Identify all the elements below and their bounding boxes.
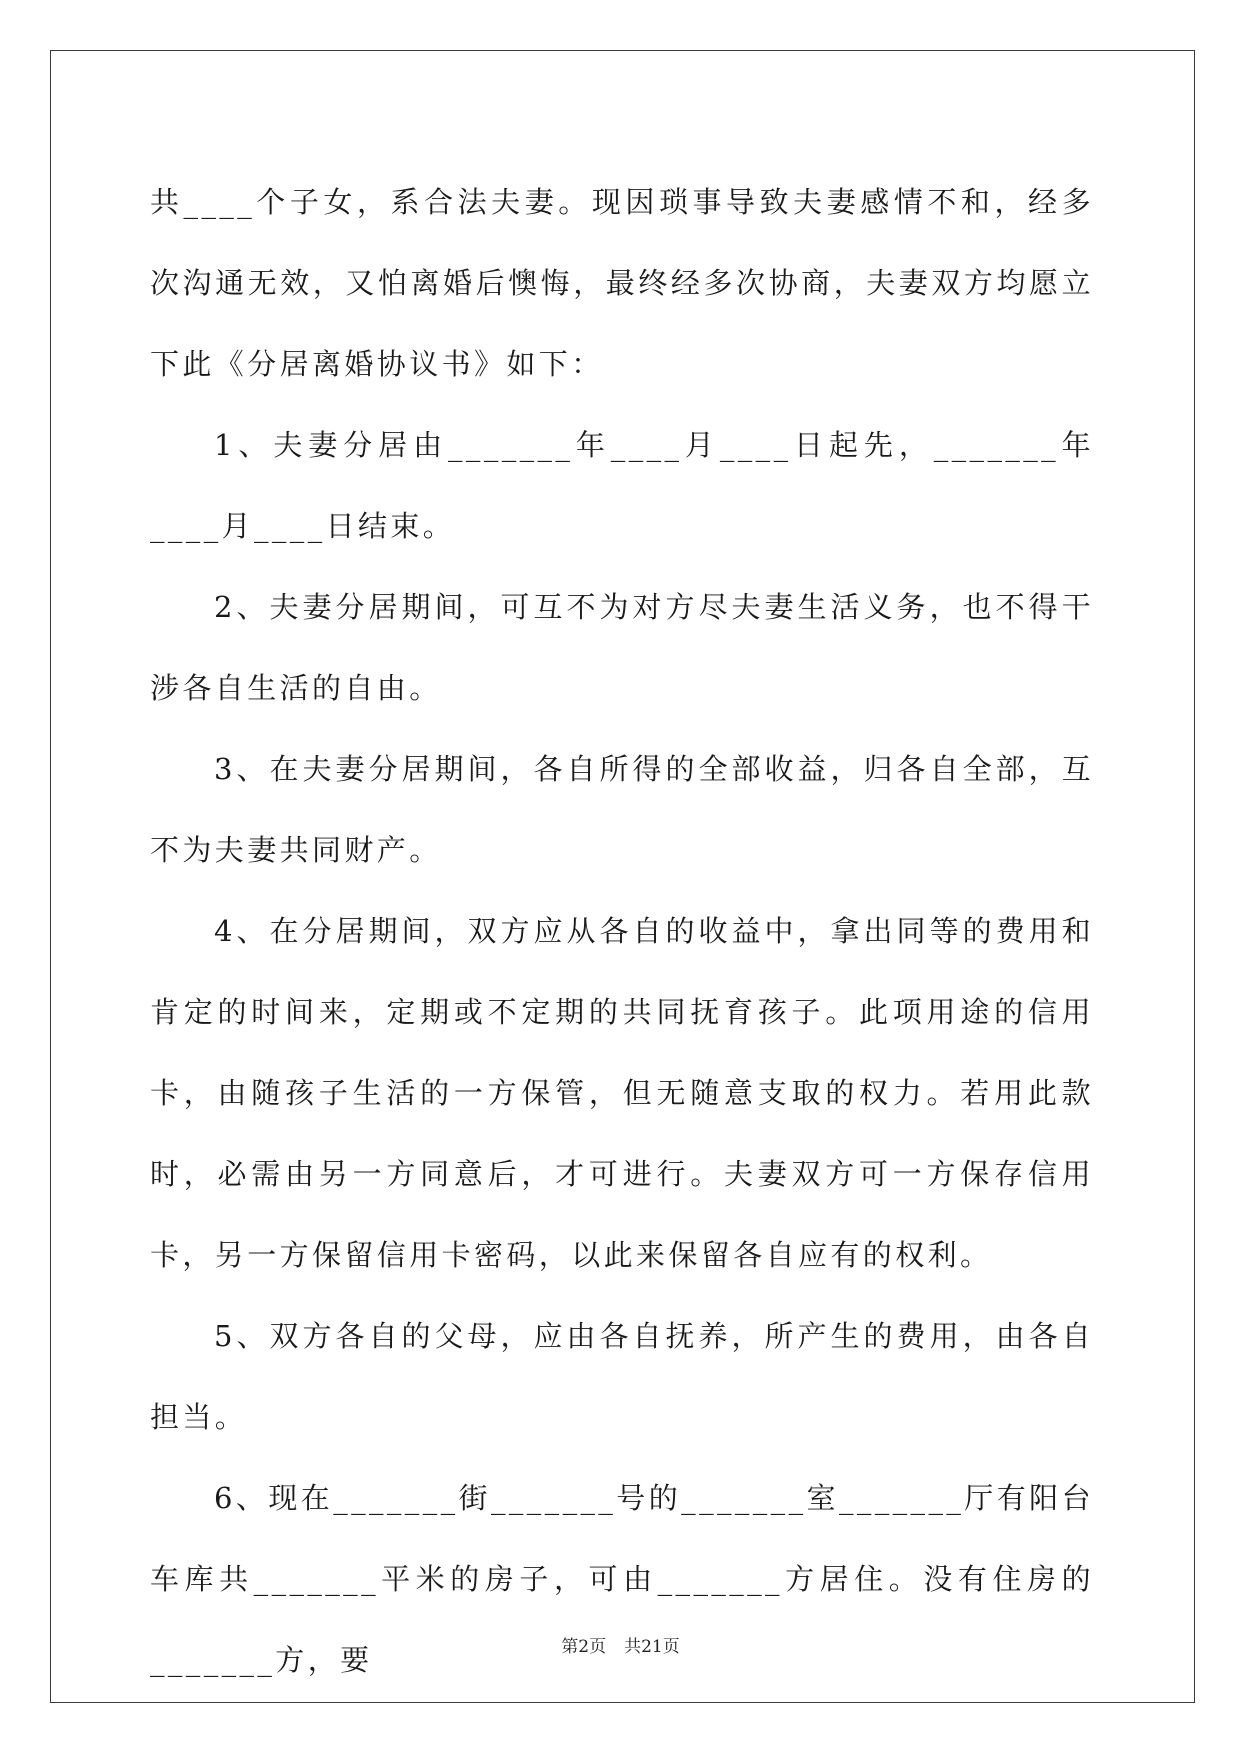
paragraph-clause-3: 3、在夫妻分居期间，各自所得的全部收益，归各自全部，互不为夫妻共同财产。 [150,752,1094,867]
paragraph-intro: 共____个子女，系合法夫妻。现因琐事导致夫妻感情不和，经多次沟通无效，又怕离婚后懊悔，最终经多次协商，夫妻双方均愿立下此《分居离婚协议书》如下： [150,185,1094,381]
page-number: 第2页 [561,1637,607,1657]
page-total: 共21页 [624,1637,680,1657]
paragraph-clause-6: 6、现在_______街_______号的_______室_______厅有阳台车库共_______平米的房子，可由_______方居住。没有住房的_______方，要 [150,1481,1094,1677]
page-footer [0,1632,1241,1657]
paragraph-clause-4: 4、在分居期间，双方应从各自的收益中，拿出同等的费用和肯定的时间来，定期或不定期的共同抚育孩子。此项用途的信用卡，由随孩子生活的一方保管，但无随意支取的权力。若用此款时，必需由另一方同意后，才可进行。夫妻双方可一方保存信用卡，另一方保留信用卡密码，以此来保留各自应有的权利。 [150,914,1094,1272]
paragraph-clause-2: 2、夫妻分居期间，可互不为对方尽夫妻生活义务，也不得干涉各自生活的自由。 [150,590,1094,705]
paragraph-clause-1: 1、夫妻分居由_______年____月____日起先，_______年____月____日结束。 [150,428,1094,543]
document-body [150,162,1094,1701]
paragraph-clause-5: 5、双方各自的父母，应由各自抚养，所产生的费用，由各自担当。 [150,1319,1094,1434]
